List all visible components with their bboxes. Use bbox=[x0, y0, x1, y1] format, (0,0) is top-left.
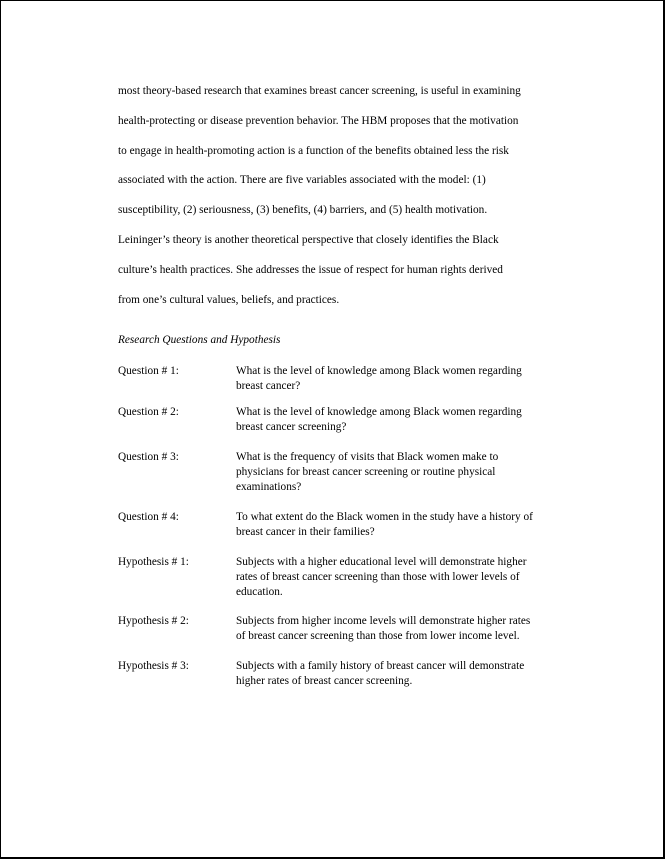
item-text-line: education. bbox=[236, 586, 283, 598]
item-label: Question # 4: bbox=[118, 511, 179, 523]
paragraph-line: from one’s cultural values, beliefs, and practices. bbox=[118, 293, 340, 306]
item-text-line: breast cancer screening? bbox=[236, 421, 347, 433]
item-text bbox=[236, 555, 588, 600]
paragraph-line: susceptibility, (2) seriousness, (3) benefits, (4) barriers, and (5) health motivation. bbox=[118, 204, 488, 217]
paragraph-line: to engage in health-promoting action is a function of the benefits obtained less the risk bbox=[118, 144, 509, 157]
item-text-line: What is the frequency of visits that Black women make to bbox=[236, 451, 499, 463]
item-text-line: To what extent do the Black women in the study have a history of bbox=[236, 511, 533, 523]
item-label: Hypothesis # 3: bbox=[118, 660, 189, 672]
paragraph-line: Leininger’s theory is another theoretical perspective that closely identifies the Black bbox=[118, 233, 499, 246]
item-label: Question # 2: bbox=[118, 406, 179, 418]
item-label: Question # 1: bbox=[118, 365, 179, 377]
item-text bbox=[236, 614, 588, 644]
item-text-line: examinations? bbox=[236, 481, 302, 493]
paragraph-line: health-protecting or disease prevention behavior. The HBM proposes that the motivation bbox=[118, 114, 519, 127]
item-text-line: physicians for breast cancer screening or routine physical bbox=[236, 466, 496, 478]
item-text bbox=[236, 510, 588, 540]
body-paragraph bbox=[118, 77, 588, 315]
item-text-line: What is the level of knowledge among Black women regarding bbox=[236, 365, 522, 377]
item-label: Hypothesis # 2: bbox=[118, 615, 189, 627]
item-text-line: Subjects from higher income levels will demonstrate higher rates bbox=[236, 615, 531, 627]
item-text-line: rates of breast cancer screening than those with lower levels of bbox=[236, 571, 520, 583]
item-text-line: breast cancer? bbox=[236, 380, 301, 392]
paragraph-line: associated with the action. There are five variables associated with the model: (1) bbox=[118, 174, 486, 187]
paragraph-line: culture’s health practices. She addresses the issue of respect for human rights derived bbox=[118, 263, 503, 276]
item-text-line: of breast cancer screening than those from lower income level. bbox=[236, 630, 520, 642]
item-text bbox=[236, 405, 588, 435]
item-label: Question # 3: bbox=[118, 451, 179, 463]
item-text-line: breast cancer in their families? bbox=[236, 526, 375, 538]
item-text-line: Subjects with a higher educational level will demonstrate higher bbox=[236, 556, 527, 568]
item-text bbox=[236, 659, 588, 689]
item-text-line: Subjects with a family history of breast cancer will demonstrate bbox=[236, 660, 525, 672]
item-text-line: What is the level of knowledge among Black women regarding bbox=[236, 406, 522, 418]
paragraph-line: most theory-based research that examines breast cancer screening, is useful in examining bbox=[118, 85, 521, 97]
item-text-line: higher rates of breast cancer screening. bbox=[236, 675, 413, 687]
item-text bbox=[236, 364, 588, 394]
section-heading: Research Questions and Hypothesis bbox=[118, 334, 281, 346]
item-text bbox=[236, 450, 588, 495]
item-label: Hypothesis # 1: bbox=[118, 556, 189, 568]
